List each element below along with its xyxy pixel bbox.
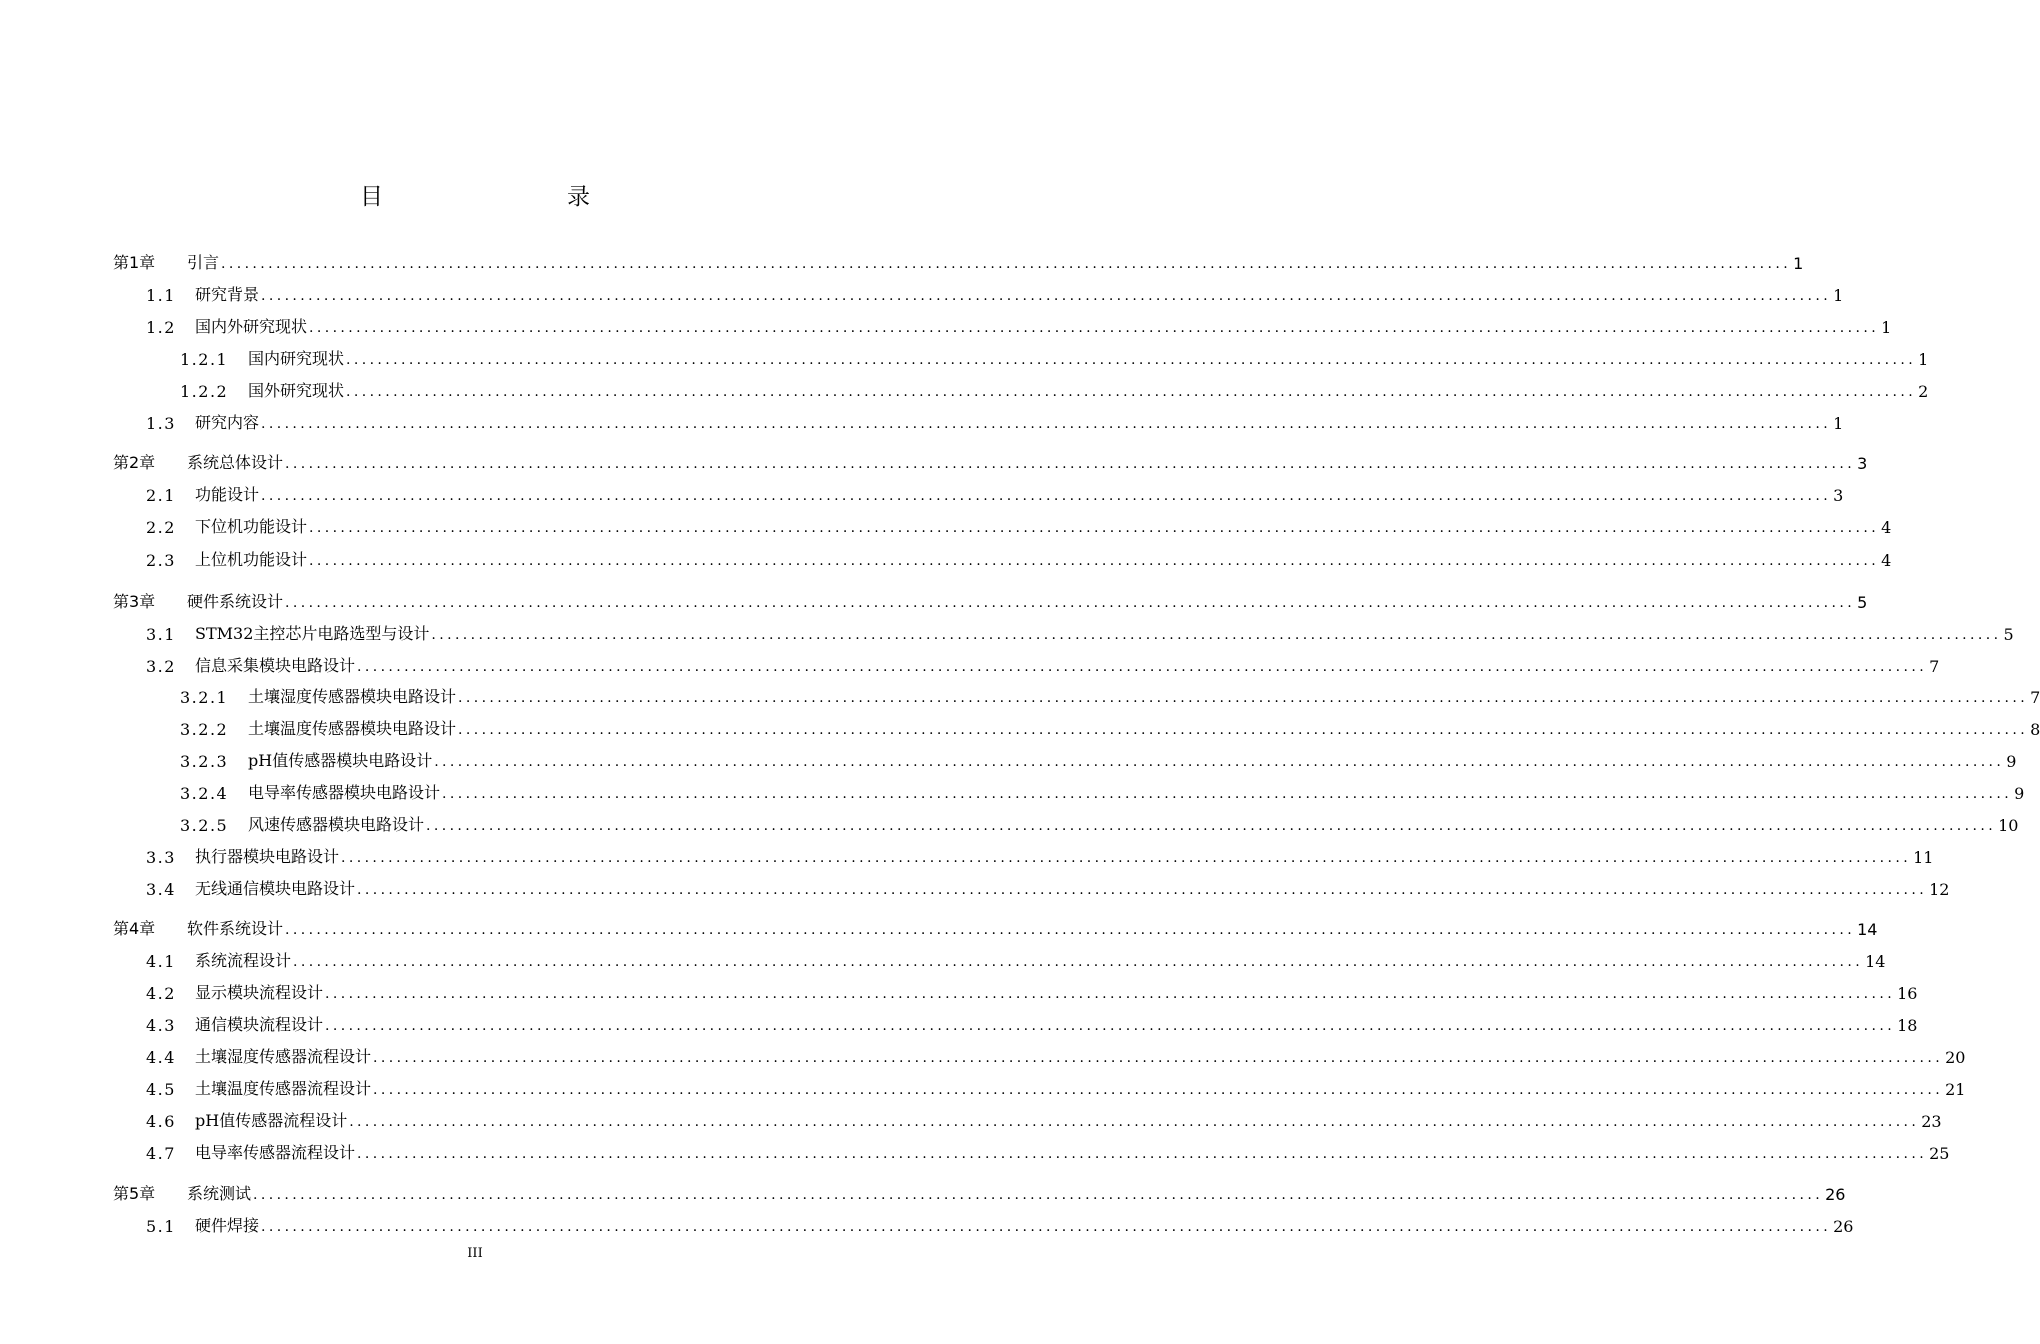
toc-entry-number: 1.2 (146, 318, 176, 337)
toc-entry[interactable] (146, 843, 1934, 867)
toc-entry-page-number: 1 (1833, 414, 1844, 433)
toc-entry-page-number: 9 (2014, 784, 2025, 803)
toc-entry-page-number: 16 (1897, 984, 1918, 1003)
toc-entry[interactable] (146, 947, 1886, 971)
toc-entry-page-number: 7 (1929, 657, 1940, 676)
toc-entry-title: 系统流程设计 (195, 951, 292, 970)
toc-entry-label (146, 1076, 371, 1099)
toc-entry-title: 国内研究现状 (248, 349, 345, 368)
toc-entry-title: 下位机功能设计 (195, 517, 308, 536)
toc-entry-number: 第1章 (113, 253, 156, 272)
toc-entry-label (180, 748, 432, 771)
toc-dot-leader: ........................................................................................................................................................................................................ (349, 1114, 1920, 1130)
toc-entry-page-number: 10 (1998, 816, 2019, 835)
toc-entry[interactable] (180, 747, 2017, 771)
toc-entry-page-number: 7 (2030, 688, 2040, 707)
toc-dot-leader: ........................................................................................................................................................................................................ (373, 1050, 1944, 1066)
toc-entry[interactable] (146, 620, 2014, 644)
toc-dot-leader: ........................................................................................................................................................................................................ (325, 986, 1896, 1002)
toc-entry-page-number: 4 (1881, 518, 1892, 537)
toc-entry-title: 土壤湿度传感器流程设计 (195, 1047, 372, 1066)
toc-entry[interactable] (146, 1075, 1966, 1099)
toc-entry-number: 第5章 (113, 1184, 156, 1203)
toc-dot-leader: ........................................................................................................................................................................................................ (357, 1146, 1928, 1162)
toc-dot-leader: ........................................................................................................................................................................................................ (346, 352, 1917, 368)
toc-entry-page-number: 9 (2006, 752, 2017, 771)
toc-entry-label (180, 812, 424, 835)
toc-entry-label (146, 844, 339, 867)
toc-entry-number: 1.2.1 (180, 350, 229, 369)
toc-entry-title: STM32主控芯片电路选型与设计 (195, 624, 430, 643)
toc-entry-page-number: 3 (1857, 454, 1868, 473)
toc-entry-label (180, 346, 344, 369)
toc-entry-page-number: 14 (1865, 952, 1886, 971)
toc-entry-page-number: 25 (1929, 1144, 1950, 1163)
toc-entry-title: 上位机功能设计 (195, 550, 308, 569)
toc-entry-label (146, 410, 259, 433)
toc-entry-title: pH值传感器模块电路设计 (248, 751, 433, 770)
toc-entry[interactable] (146, 1139, 1950, 1163)
toc-entry-page-number: 1 (1793, 254, 1804, 273)
toc-dot-leader: ........................................................................................................................................................................................................ (431, 627, 2002, 643)
toc-entry-title: 国内外研究现状 (195, 317, 308, 336)
toc-entry-title: 硬件系统设计 (187, 592, 284, 611)
toc-entry[interactable] (180, 345, 1929, 369)
toc-entry-page-number: 21 (1945, 1080, 1966, 1099)
toc-dot-leader: ........................................................................................................................................................................................................ (261, 416, 1832, 432)
toc-dot-leader: ........................................................................................................................................................................................................ (434, 754, 2005, 770)
toc-entry-number: 1.1 (146, 286, 176, 305)
toc-entry-page-number: 1 (1881, 318, 1892, 337)
toc-dot-leader: ........................................................................................................................................................................................................ (285, 595, 1856, 611)
toc-entry-label (146, 876, 355, 899)
toc-entry-page-number: 20 (1945, 1048, 1966, 1067)
toc-entry-label (146, 1213, 259, 1236)
toc-dot-leader: ........................................................................................................................................................................................................ (341, 850, 1912, 866)
toc-dot-leader: ........................................................................................................................................................................................................ (285, 922, 1856, 938)
toc-entry-number: 4.3 (146, 1016, 176, 1035)
toc-entry[interactable] (146, 875, 1950, 899)
toc-entry[interactable] (146, 979, 1918, 1003)
toc-entry-label (146, 653, 355, 676)
toc-entry-title: 软件系统设计 (187, 919, 284, 938)
toc-entry-label (146, 980, 323, 1003)
toc-entry-title: 信息采集模块电路设计 (195, 656, 356, 675)
toc-entry[interactable] (180, 779, 2025, 803)
toc-entry-number: 3.2.5 (180, 816, 229, 835)
toc-entry-page-number: 4 (1881, 551, 1892, 570)
toc-entry-title: 土壤湿度传感器模块电路设计 (248, 687, 457, 706)
toc-entry-title: 电导率传感器流程设计 (195, 1143, 356, 1162)
toc-entry-number: 1.3 (146, 414, 176, 433)
toc-entry[interactable] (180, 683, 2040, 707)
toc-dot-leader: ........................................................................................................................................................................................................ (325, 1018, 1896, 1034)
toc-entry[interactable] (180, 811, 2019, 835)
page-title: 目 录 (360, 184, 636, 210)
toc-entry-number: 4.6 (146, 1112, 176, 1131)
toc-entry[interactable] (146, 1011, 1918, 1035)
toc-entry-label (146, 547, 307, 570)
toc-entry-number: 1.2.2 (180, 382, 229, 401)
toc-entry-label (113, 916, 283, 939)
toc-entry-title: 执行器模块电路设计 (195, 847, 340, 866)
toc-entry[interactable] (113, 588, 1868, 612)
toc-entry[interactable] (113, 1180, 1846, 1204)
toc-entry[interactable] (146, 281, 1844, 305)
toc-entry-title: 通信模块流程设计 (195, 1015, 324, 1034)
toc-entry-label (146, 1012, 323, 1035)
toc-dot-leader: ........................................................................................................................................................................................................ (261, 488, 1832, 504)
toc-entry-page-number: 18 (1897, 1016, 1918, 1035)
toc-dot-leader: ........................................................................................................................................................................................................ (253, 1187, 1824, 1203)
toc-entry-label (180, 780, 440, 803)
toc-entry-title: 国外研究现状 (248, 381, 345, 400)
toc-entry-page-number: 3 (1833, 486, 1844, 505)
toc-entry-number: 3.2.4 (180, 784, 229, 803)
toc-entry-number: 4.7 (146, 1144, 176, 1163)
toc-entry-number: 3.3 (146, 848, 176, 867)
toc-entry-number: 第3章 (113, 592, 156, 611)
toc-dot-leader: ........................................................................................................................................................................................................ (309, 520, 1880, 536)
toc-entry-page-number: 26 (1833, 1217, 1854, 1236)
toc-entry[interactable] (146, 513, 1892, 537)
toc-entry[interactable] (146, 409, 1844, 433)
toc-entry-label (113, 589, 283, 612)
toc-entry-label (146, 282, 259, 305)
toc-dot-leader: ........................................................................................................................................................................................................ (293, 954, 1864, 970)
toc-dot-leader: ........................................................................................................................................................................................................ (285, 456, 1856, 472)
toc-entry[interactable] (146, 1043, 1966, 1067)
toc-entry-label (146, 1044, 371, 1067)
toc-entry-title: 土壤温度传感器流程设计 (195, 1079, 372, 1098)
toc-dot-leader: ........................................................................................................................................................................................................ (309, 320, 1880, 336)
toc-entry[interactable] (146, 1107, 1942, 1131)
toc-dot-leader: ........................................................................................................................................................................................................ (346, 384, 1917, 400)
toc-entry[interactable] (146, 1212, 1854, 1236)
toc-entry-number: 3.2 (146, 657, 176, 676)
toc-dot-leader: ........................................................................................................................................................................................................ (426, 818, 1997, 834)
toc-entry-page-number: 12 (1929, 880, 1950, 899)
toc-entry-label (146, 482, 259, 505)
toc-entry-number: 第4章 (113, 919, 156, 938)
toc-entry-label (113, 450, 283, 473)
toc-entry-number: 4.1 (146, 952, 176, 971)
toc-entry[interactable] (146, 546, 1892, 570)
toc-entry-label (146, 1140, 355, 1163)
toc-entry-label (180, 716, 456, 739)
toc-entry-number: 4.4 (146, 1048, 176, 1067)
toc-dot-leader: ........................................................................................................................................................................................................ (309, 553, 1880, 569)
toc-entry-title: 系统总体设计 (187, 453, 284, 472)
toc-entry-title: 硬件焊接 (195, 1216, 260, 1235)
toc-entry[interactable] (113, 449, 1868, 473)
toc-entry-number: 3.1 (146, 625, 176, 644)
toc-entry-label (113, 250, 219, 273)
toc-entry-title: 无线通信模块电路设计 (195, 879, 356, 898)
toc-entry-number: 4.2 (146, 984, 176, 1003)
toc-dot-leader: ........................................................................................................................................................................................................ (373, 1082, 1944, 1098)
toc-entry-label (146, 948, 291, 971)
toc-entry-number: 3.2.1 (180, 688, 229, 707)
toc-dot-leader: ........................................................................................................................................................................................................ (357, 659, 1928, 675)
toc-entry[interactable] (146, 313, 1892, 337)
toc-entry-number: 2.1 (146, 486, 176, 505)
toc-entry-title: 研究背景 (195, 285, 260, 304)
toc-entry-title: 功能设计 (195, 485, 260, 504)
toc-entry-title: 显示模块流程设计 (195, 983, 324, 1002)
toc-entry[interactable] (180, 715, 2040, 739)
toc-entry-page-number: 1 (1918, 350, 1929, 369)
toc-dot-leader: ........................................................................................................................................................................................................ (357, 882, 1928, 898)
toc-dot-leader: ........................................................................................................................................................................................................ (458, 722, 2029, 738)
toc-entry-page-number: 5 (2003, 625, 2014, 644)
toc-dot-leader: ........................................................................................................................................................................................................ (261, 1219, 1832, 1235)
toc-entry-number: 2.2 (146, 518, 176, 537)
toc-entry-label (113, 1181, 251, 1204)
toc-entry-page-number: 11 (1913, 848, 1934, 867)
page-number-footer: III (467, 1246, 483, 1261)
toc-entry-label (180, 378, 344, 401)
toc-entry-number: 3.2.3 (180, 752, 229, 771)
toc-entry[interactable] (113, 915, 1878, 939)
toc-entry-page-number: 5 (1857, 593, 1868, 612)
toc-entry-label (146, 1108, 347, 1131)
toc-entry-title: 系统测试 (187, 1184, 252, 1203)
toc-entry[interactable] (180, 377, 1929, 401)
toc-entry-number: 第2章 (113, 453, 156, 472)
toc-entry-page-number: 8 (2030, 720, 2040, 739)
toc-entry-label (180, 684, 456, 707)
toc-entry-page-number: 2 (1918, 382, 1929, 401)
toc-dot-leader: ........................................................................................................................................................................................................ (261, 288, 1832, 304)
toc-entry-page-number: 26 (1825, 1185, 1846, 1204)
toc-entry-title: 电导率传感器模块电路设计 (248, 783, 441, 802)
toc-entry-title: 土壤温度传感器模块电路设计 (248, 719, 457, 738)
toc-entry-number: 4.5 (146, 1080, 176, 1099)
toc-entry[interactable] (113, 249, 1804, 273)
toc-entry-page-number: 23 (1921, 1112, 1942, 1131)
toc-entry-number: 3.4 (146, 880, 176, 899)
toc-entry[interactable] (146, 481, 1844, 505)
toc-entry-label (146, 314, 307, 337)
toc-entry-title: 引言 (187, 253, 220, 272)
toc-entry-number: 5.1 (146, 1217, 176, 1236)
toc-entry-page-number: 1 (1833, 286, 1844, 305)
toc-entry[interactable] (146, 652, 1940, 676)
toc-entry-label (146, 514, 307, 537)
toc-entry-title: 研究内容 (195, 413, 260, 432)
toc-dot-leader: ........................................................................................................................................................................................................ (458, 690, 2029, 706)
toc-entry-page-number: 14 (1857, 920, 1878, 939)
toc-entry-label (146, 621, 429, 644)
toc-entry-number: 2.3 (146, 551, 176, 570)
toc-dot-leader: ........................................................................................................................................................................................................ (221, 256, 1792, 272)
toc-entry-number: 3.2.2 (180, 720, 229, 739)
toc-dot-leader: ........................................................................................................................................................................................................ (442, 786, 2013, 802)
toc-entry-title: 风速传感器模块电路设计 (248, 815, 425, 834)
toc-entry-title: pH值传感器流程设计 (195, 1111, 348, 1130)
